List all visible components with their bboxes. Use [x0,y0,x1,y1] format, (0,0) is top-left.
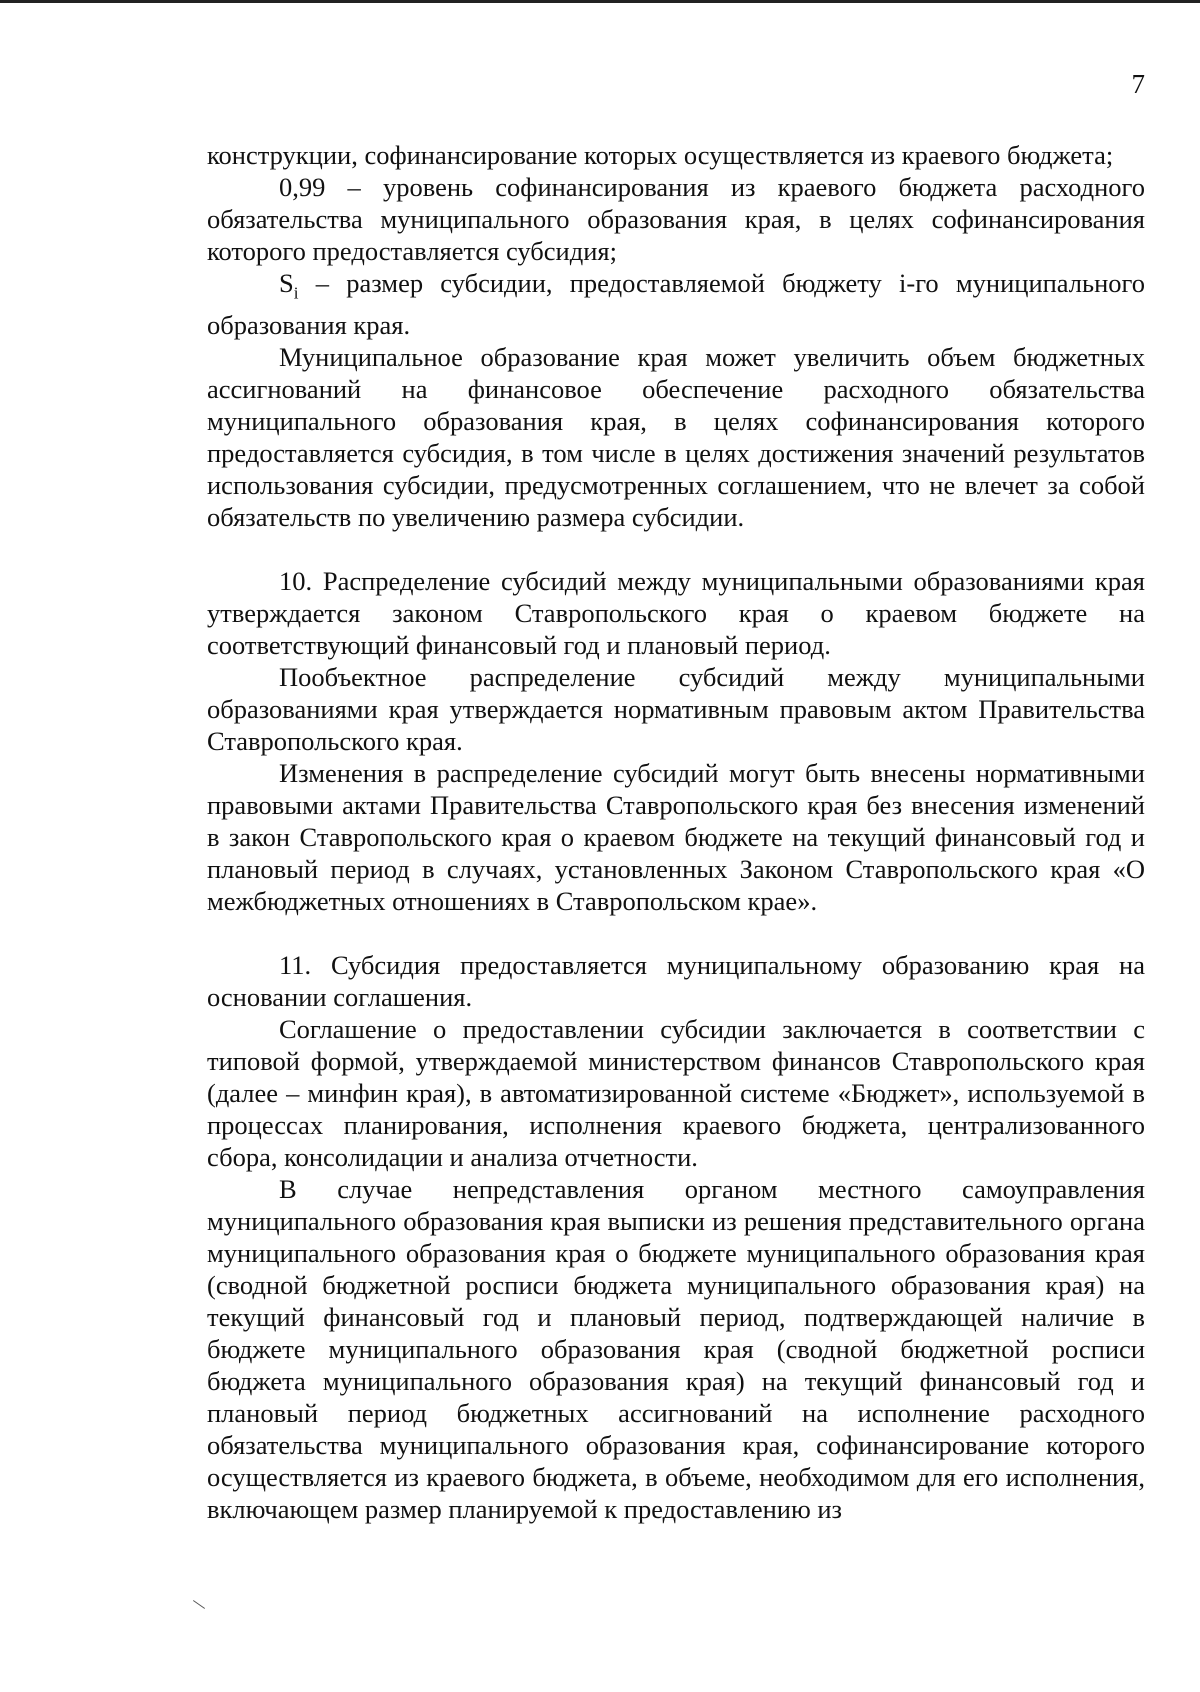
page-number: 7 [1131,69,1145,99]
paragraph-budget-increase: Муниципальное образование края может увеличить объем бюджетных ассигнований на финансовое обеспечение расходного обязательства муниципального образования края, в целях софинансирования которого предоставляется субсидия, в том числе в целях достижения значений результатов использования субсидии, предусмотренных соглашением, что не влечет за собой обязательств по увеличению размера субсидии. [207,342,1145,533]
paragraph-coefficient-definition: 0,99 – уровень софинансирования из краевого бюджета расходного обязательства муниципального образования края, в целях софинансирования которого предоставляется субсидия; [207,172,1145,266]
paragraph-distribution-changes: Изменения в распределение субсидий могут быть внесены нормативными правовыми актами Правительства Ставропольского края без внесения изменений в закон Ставропольского края о краевом бюджете на текущий финансовый год и плановый период в случаях, установленных Законом Ставропольского края «О межбюджетных отношениях в Ставропольском крае». [207,758,1145,917]
paragraph-section-10: 10. Распределение субсидий между муниципальными образованиями края утверждается законом Ставропольского края о краевом бюджете на соответствующий финансовый год и плановый период. [207,566,1145,661]
document-body [207,139,1145,1525]
paragraph-si-definition [207,267,1145,341]
paragraph-non-submission: В случае непредставления органом местного самоуправления муниципального образования края выписки из решения представительного органа муниципального образования края о бюджете муниципального образования края (сводной бюджетной росписи бюджета муниципального образования края) на текущий финансовый год и плановый период, подтверждающей наличие в бюджете муниципального образования края (сводной бюджетной росписи бюджета муниципального образования края) на текущий финансовый год и плановый период бюджетных ассигнований на исполнение расходного обязательства муниципального образования края, софинансирование которого осуществляется из краевого бюджета, в объеме, необходимом для его исполнения, включающем размер планируемой к предоставлению из [207,1174,1145,1525]
paragraph-continuation: конструкции, софинансирование которых осуществляется из краевого бюджета; [207,140,1114,170]
paragraph-section-11: 11. Субсидия предоставляется муниципальному образованию края на основании соглашения. [207,950,1145,1013]
formula-subscript: i [293,283,299,303]
paragraph-object-distribution: Пообъектное распределение субсидий между муниципальными образованиями края утверждается нормативным правовым актом Правительства Ставропольского края. [207,662,1145,757]
top-border-line [0,0,1200,3]
paragraph-agreement: Соглашение о предоставлении субсидии заключается в соответствии с типовой формой, утверждаемой министерством финансов Ставропольского края (далее – минфин края), в автоматизированной системе «Бюджет», используемой в процессах планирования, исполнения краевого бюджета, централизованного сбора, консолидации и анализа отчетности. [207,1014,1145,1173]
scan-artifact [193,1600,205,1609]
formula-symbol: S [279,268,294,298]
paragraph-si-text: – размер субсидии, предоставляемой бюджету i-го муниципального образования края. [207,268,1146,341]
